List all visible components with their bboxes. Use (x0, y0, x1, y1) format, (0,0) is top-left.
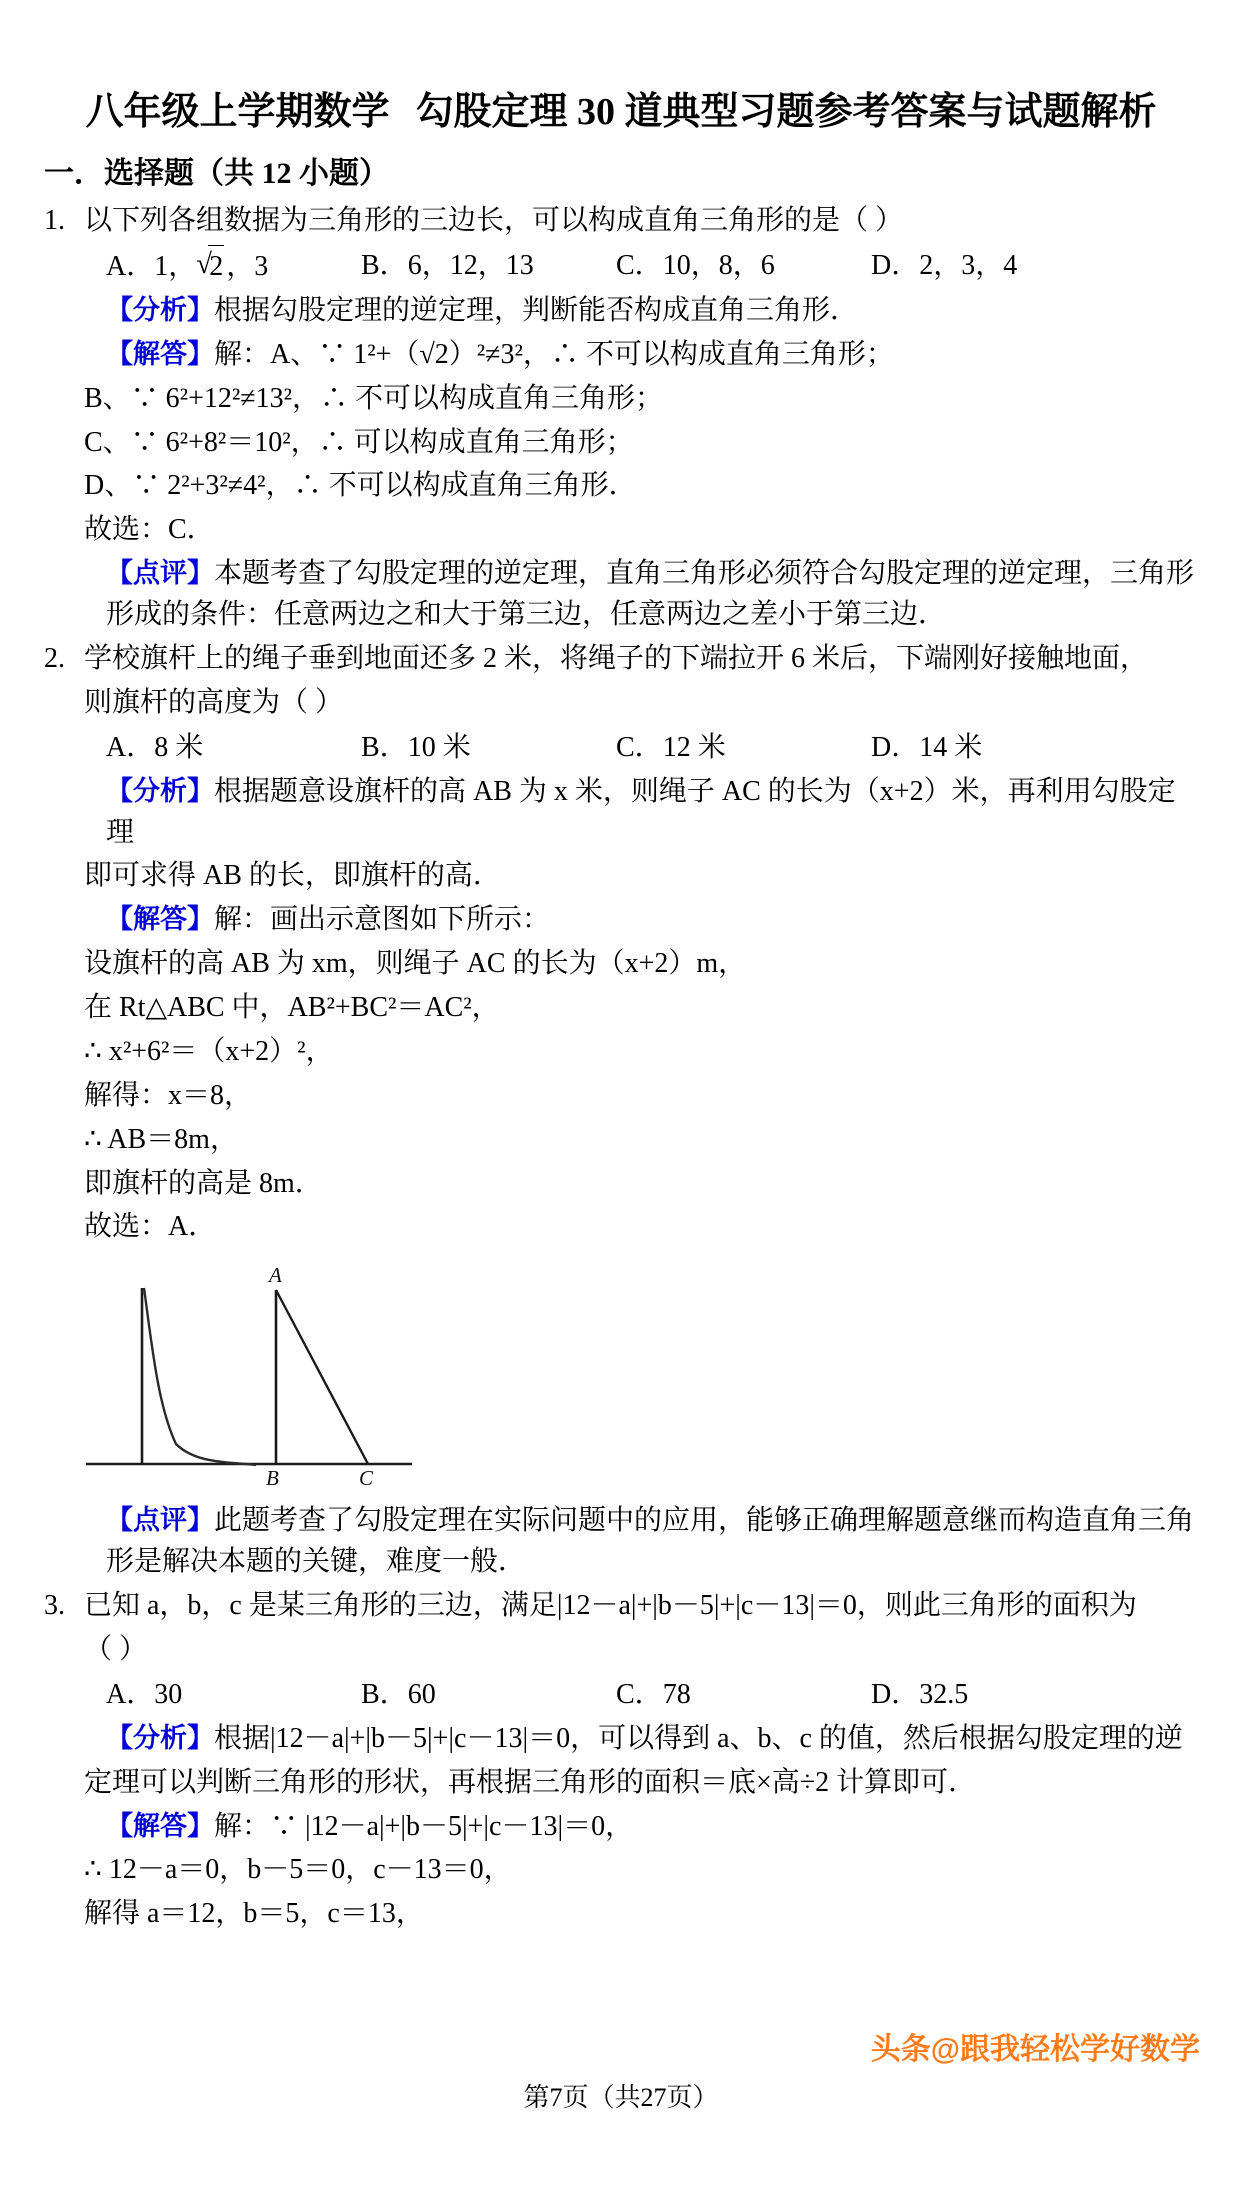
option-d-label: D． (871, 731, 920, 763)
answer-line (44, 335, 1198, 376)
option-a-label: A． (106, 731, 155, 763)
option-c-text: 78 (662, 1678, 691, 1710)
option-b-text: 10 米 (407, 731, 471, 763)
sqrt-icon: √ 2 (196, 245, 226, 288)
answer-conclusion: 故选：C． (84, 514, 215, 546)
option-a-pre: 1， (154, 250, 197, 282)
watermark: 头条@跟我轻松学好数学 (870, 2033, 1200, 2066)
analysis-line (44, 291, 1198, 332)
page-title (44, 90, 1198, 136)
answer-line (44, 1807, 1198, 1848)
footer-mid: 页（共 (562, 2083, 641, 2112)
option-a[interactable] (106, 1674, 361, 1716)
question-number: 3. (44, 1590, 65, 1622)
comment-tag: 【点评】 (106, 558, 214, 589)
option-a[interactable] (106, 727, 361, 769)
question-block-3 (44, 1586, 1198, 1935)
footer-prefix: 第 (523, 2083, 550, 2112)
option-row (44, 245, 1198, 288)
option-a-label: A． (106, 250, 155, 282)
footer-suffix: 页） (666, 2083, 719, 2112)
answer-text-6: 即旗杆的高是 8m． (84, 1167, 323, 1199)
comment-line (44, 554, 1198, 636)
answer-text-2: ∴ 12－a＝0，b－5＝0，c－13＝0， (84, 1854, 512, 1886)
question-stem (44, 201, 1198, 242)
analysis-text-1: 根据|12－a|+|b－5|+|c－13|＝0，可以得到 a、b、c 的值，然后根据勾股定理的逆 (214, 1722, 1183, 1754)
answer-line (44, 900, 1198, 941)
answer-text-1: 解：∵ |12－a|+|b－5|+|c－13|＝0， (214, 1810, 634, 1842)
analysis-text-2: 定理可以判断三角形的形状，再根据三角形的面积＝底×高÷2 计算即可． (84, 1766, 977, 1798)
question-block-1 (44, 201, 1198, 636)
answer-tag: 【解答】 (106, 1810, 214, 1841)
option-c[interactable] (616, 245, 871, 288)
question-stem (44, 639, 1198, 680)
question-number: 1. (44, 205, 65, 237)
answer-text-2: B、∵ 6²+12²≠13²，∴ 不可以构成直角三角形； (84, 382, 664, 414)
option-b-label: B． (361, 731, 408, 763)
option-c-label: C． (616, 249, 663, 281)
option-d[interactable] (871, 245, 1126, 288)
option-row (44, 1674, 1198, 1716)
question-text-line2: （ ） (84, 1633, 148, 1665)
answer-tag: 【解答】 (106, 904, 214, 935)
answer-text-3: C、∵ 6²+8²＝10²，∴ 可以构成直角三角形； (84, 426, 634, 458)
figure-flagpole-triangle (44, 1266, 1198, 1491)
answer-text-5: ∴ AB＝8m， (84, 1123, 238, 1155)
option-b-text: 60 (407, 1678, 436, 1710)
option-c-label: C． (616, 731, 663, 763)
option-b-text: 6，12，13 (407, 249, 534, 281)
title-subject: 八年级上学期数学 (85, 91, 390, 133)
option-d[interactable] (871, 727, 1126, 769)
answer-tag: 【解答】 (106, 338, 214, 369)
analysis-line (44, 1719, 1198, 1760)
option-d-text: 14 米 (919, 731, 983, 763)
option-b-label: B． (361, 249, 408, 281)
option-a-text: 8 米 (154, 731, 204, 763)
figure-label-b: B (266, 1466, 279, 1487)
option-a-text: 30 (154, 1678, 183, 1710)
triangle-diagram-svg (80, 1266, 420, 1486)
title-topic: 勾股定理 30 道典型习题参考答案与试题解析 (415, 91, 1157, 133)
answer-text-2: 在 Rt△ABC 中，AB²+BC²＝AC²， (84, 992, 500, 1024)
answer-text-4: D、∵ 2²+3²≠4²，∴ 不可以构成直角三角形． (84, 470, 637, 502)
option-d[interactable] (871, 1674, 1126, 1716)
option-d-text: 2，3，4 (919, 249, 1018, 281)
option-c[interactable] (616, 1674, 871, 1716)
question-text-line2: 则旗杆的高度为（ ） (84, 686, 344, 718)
option-c-text: 10，8，6 (662, 249, 775, 281)
answer-text-4: 解得：x＝8， (84, 1079, 253, 1111)
option-row (44, 727, 1198, 769)
analysis-tag: 【分析】 (106, 294, 214, 325)
question-block-2 (44, 639, 1198, 1583)
rope-line-ac (276, 1290, 368, 1464)
answer-text-1: 设旗杆的高 AB 为 xm，则绳子 AC 的长为（x+2）m， (84, 948, 747, 980)
option-b[interactable] (361, 1674, 616, 1716)
option-d-label: D． (871, 1678, 920, 1710)
option-a[interactable] (106, 245, 361, 288)
comment-tag: 【点评】 (106, 1505, 214, 1536)
question-text: 以下列各组数据为三角形的三边长，可以构成直角三角形的是（ ） (84, 205, 904, 237)
option-b[interactable] (361, 727, 616, 769)
answer-text-0: 解：画出示意图如下所示： (214, 904, 551, 936)
analysis-text-2: 即可求得 AB 的长，即旗杆的高． (84, 860, 501, 892)
option-b-label: B． (361, 1678, 408, 1710)
footer-page-number: 7 (549, 2083, 563, 2112)
analysis-text-1: 根据题意设旗杆的高 AB 为 x 米，则绳子 AC 的长为（x+2）米，再利用勾股定理 (106, 775, 1176, 848)
analysis-tag: 【分析】 (106, 1722, 214, 1753)
question-number: 2. (44, 642, 65, 674)
option-c[interactable] (616, 727, 871, 769)
option-c-label: C． (616, 1678, 663, 1710)
option-d-label: D． (871, 249, 920, 281)
question-text-line1: 学校旗杆上的绳子垂到地面还多 2 米，将绳子的下端拉开 6 米后，下端刚好接触地面， (84, 642, 1149, 674)
section-header: 一．选择题（共 12 小题） (44, 156, 389, 190)
comment-line (44, 1501, 1198, 1583)
option-c-text: 12 米 (662, 731, 726, 763)
slack-rope-curve (144, 1288, 256, 1465)
comment-text: 本题考查了勾股定理的逆定理，直角三角形必须符合勾股定理的逆定理，三角形形成的条件：任意两边之和大于第三边，任意两边之差小于第三边． (106, 558, 1195, 631)
question-stem (44, 1586, 1198, 1627)
analysis-text: 根据勾股定理的逆定理，判断能否构成直角三角形． (214, 294, 859, 326)
option-a-label: A． (106, 1678, 155, 1710)
answer-conclusion: 故选：A． (84, 1211, 217, 1243)
comment-text: 此题考查了勾股定理在实际问题中的应用，能够正确理解题意继而构造直角三角形是解决本题的关键，难度一般． (106, 1505, 1195, 1578)
page-footer (0, 2077, 1242, 2114)
figure-label-c: C (359, 1466, 374, 1487)
analysis-tag: 【分析】 (106, 775, 214, 806)
option-d-text: 32.5 (919, 1678, 969, 1710)
question-text-line1: 已知 a，b，c 是某三角形的三边，满足|12－a|+|b－5|+|c－13|＝0，则此三角形的面积为 (84, 1590, 1137, 1622)
answer-text-3: 解得 a＝12，b＝5，c＝13， (84, 1898, 424, 1930)
analysis-line (44, 772, 1198, 854)
footer-total-pages: 27 (640, 2083, 667, 2112)
option-b[interactable] (361, 245, 616, 288)
answer-text-1: 解：A、∵ 1²+（√2）²≠3²，∴ 不可以构成直角三角形； (214, 338, 894, 370)
option-a-post: ，3 (226, 250, 269, 282)
answer-text-3: ∴ x²+6²＝（x+2）²， (84, 1035, 334, 1067)
figure-label-a: A (269, 1266, 282, 1288)
